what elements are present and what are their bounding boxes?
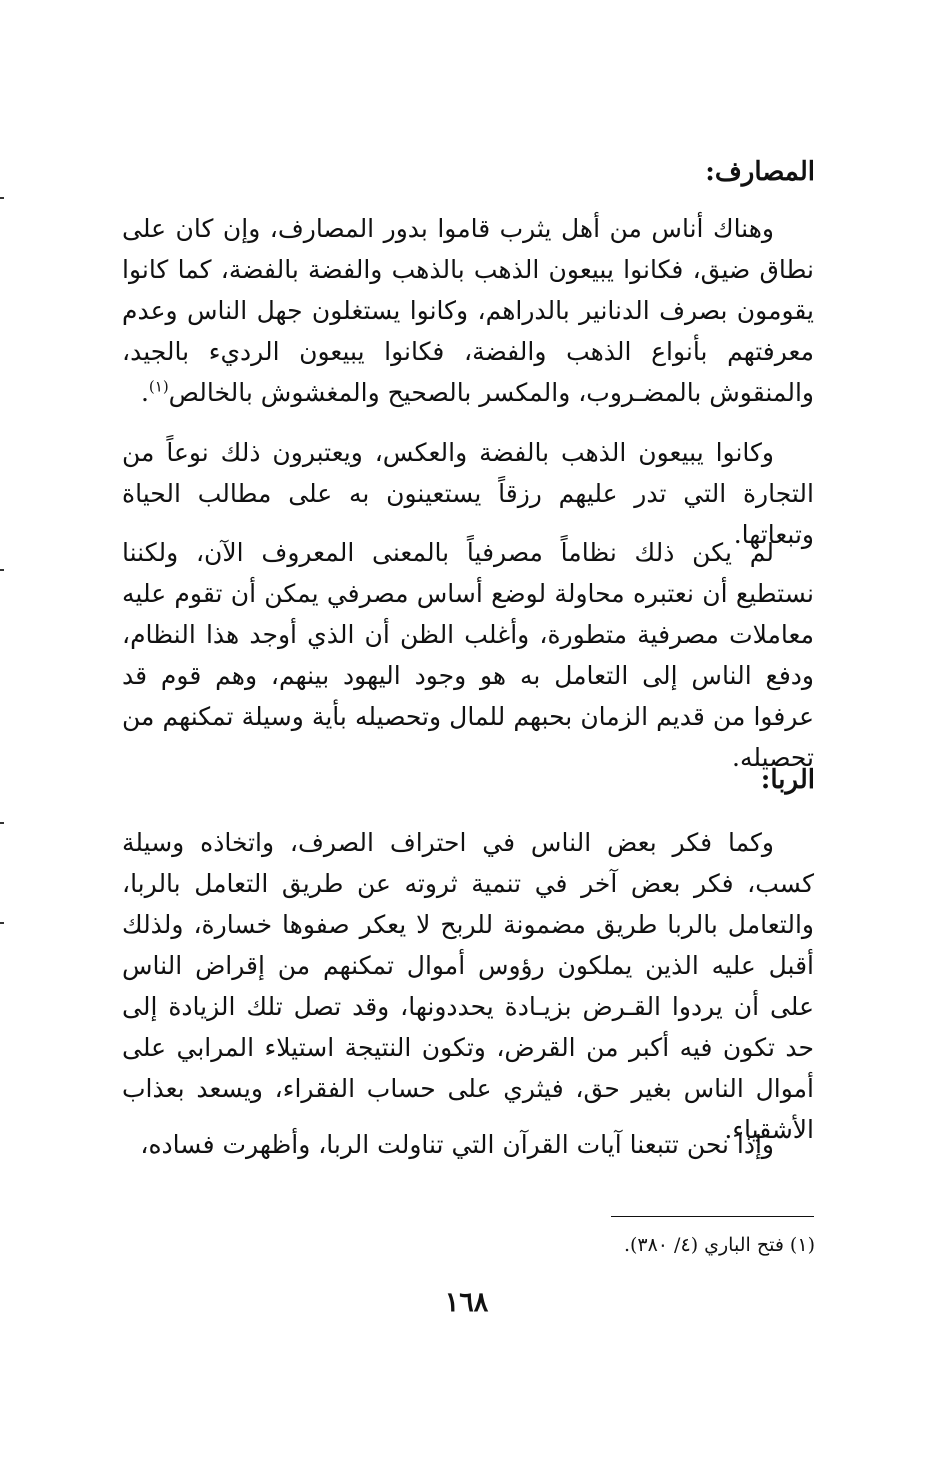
- paragraph-text: [122, 208, 814, 413]
- paragraph: [122, 532, 814, 778]
- paragraph: [122, 208, 814, 413]
- paragraph-end-punct: .: [140, 378, 149, 407]
- footnote-reference[interactable]: (١): [148, 377, 169, 396]
- margin-mark: [0, 822, 4, 824]
- paragraph-text: وكانوا يبيعون الذهب بالفضة والعكس، ويعتبرون ذلك نوعاً من التجارة التي تدر عليهم رزقاً يستعينون به على مطالب الحياة وتبعاتها.: [122, 438, 814, 549]
- paragraph-text: وإذا نحن تتبعنا آيات القرآن التي تناولت الربا، وأظهرت فساده،: [140, 1130, 774, 1159]
- paragraph: [122, 822, 814, 1150]
- paragraph-body: وهناك أناس من أهل يثرب قاموا بدور المصارف، وإن كان على نطاق ضيق، فكانوا يبيعون الذهب بالذهب والفضة بالفضة، كما كانوا يقومون بصرف الدنانير بالدراهم، وكانوا يستغلون جهل الناس وعدم معرفتهم بأنواع الذهب والفضة، فكانوا يبيعون الرديء بالجيد، والمنقوش بالمضـروب، والمكسر بالصحيح والمغشوش بالخالص: [122, 214, 814, 407]
- footnote-divider: [611, 1216, 814, 1217]
- margin-mark: [0, 569, 4, 571]
- paragraph-text: وكما فكر بعض الناس في احتراف الصرف، واتخاذه وسيلة كسب، فكر بعض آخر في تنمية ثروته عن طريق التعامل بالربا، والتعامل بالربا طريق مضمونة للربح لا يعكر صفوها خسارة، ولذلك أقبل عليه الذين يملكون رؤوس أموال تمكنهم من إقراض الناس على أن يردوا القـرض بزيـادة يحددونها، وقد تصل تلك الزيادة إلى حد تكون فيه أكبر من القرض، وتكون النتيجة استيلاء المرابي على أموال الناس بغير حق، فيثري على حساب الفقراء، ويسعد بعذاب الأشقياء.: [122, 828, 814, 1144]
- margin-mark: [0, 922, 4, 924]
- paragraph: [122, 1124, 814, 1165]
- section-heading-masarif: المصارف:: [705, 157, 815, 187]
- paragraph-text: لم يكن ذلك نظاماً مصرفياً بالمعنى المعروف الآن، ولكننا نستطيع أن نعتبره محاولة لوضع أساس مصرفي يمكن أن تقوم عليه معاملات مصرفية متطورة، وأغلب الظن أن الذي أوجد هذا النظام، ودفع الناس إلى التعامل به هو وجود اليهود بينهم، وهم قوم قد عرفوا من قديم الزمان بحبهم للمال وتحصيله بأية وسيلة تمكنهم من تحصيله.: [122, 538, 814, 772]
- page-number: ١٦٨: [444, 1287, 489, 1318]
- footnote: (١) فتح الباري (٤/ ٣٨٠).: [623, 1234, 815, 1256]
- section-heading-riba: الربا:: [760, 765, 815, 795]
- margin-mark: [0, 197, 4, 199]
